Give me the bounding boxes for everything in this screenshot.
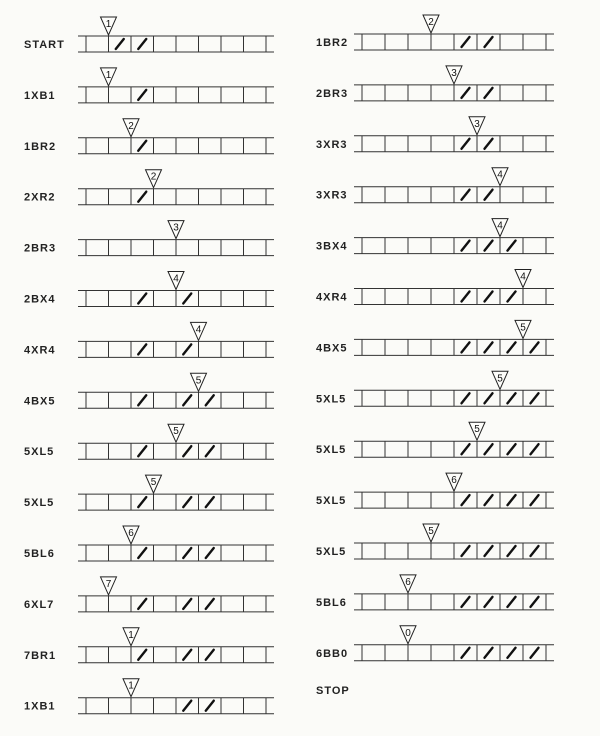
tape-row <box>316 117 554 152</box>
tape-mark <box>485 241 493 251</box>
tape-mark <box>485 393 493 403</box>
tape-mark <box>462 495 470 505</box>
step-label: 2BR3 <box>316 87 349 100</box>
tape-mark <box>485 342 493 352</box>
step-label: 3BX4 <box>316 240 348 253</box>
tape-mark <box>183 294 191 304</box>
tape-mark <box>462 444 470 454</box>
tape-mark <box>531 495 539 505</box>
tape-mark <box>462 597 470 607</box>
tape-mark <box>183 650 191 660</box>
tape-row <box>24 221 274 256</box>
step-label: 1BR2 <box>24 140 57 153</box>
tape-row <box>24 475 274 510</box>
stop-label: STOP <box>316 685 350 697</box>
tape-row <box>316 219 554 254</box>
step-label: 4BX5 <box>316 342 348 355</box>
tape-mark <box>206 650 214 660</box>
tape-row <box>316 371 554 406</box>
tape-mark <box>485 88 493 98</box>
head-state-number: 5 <box>150 477 157 489</box>
tape-mark <box>508 342 516 352</box>
tape-mark <box>183 548 191 558</box>
tape-mark <box>508 241 516 251</box>
tape-row <box>24 322 274 357</box>
tape-mark <box>206 446 214 456</box>
tape-mark <box>462 546 470 556</box>
head-state-number: 4 <box>497 169 503 181</box>
tape-row <box>24 373 274 408</box>
head-state-number: 6 <box>451 475 457 487</box>
tape-row <box>24 424 274 459</box>
tape-mark <box>531 393 539 403</box>
tape-mark <box>462 342 470 352</box>
head-state-number: 5 <box>474 424 480 436</box>
tape-mark <box>206 395 214 405</box>
head-state-number: 2 <box>150 171 157 183</box>
tape-row <box>24 17 274 52</box>
tape-mark <box>116 39 124 49</box>
tape-mark <box>206 599 214 609</box>
head-state-number: 1 <box>128 680 134 692</box>
tape-row <box>316 15 554 50</box>
tape-row <box>316 270 554 305</box>
step-label: 5XL5 <box>316 546 347 558</box>
tape-mark <box>531 444 539 454</box>
head-state-number: 2 <box>128 120 134 132</box>
step-label: 6XL7 <box>24 598 55 611</box>
tape-mark <box>138 294 146 304</box>
tape-mark <box>485 292 493 302</box>
step-label: 1XB1 <box>24 89 56 102</box>
tape-mark <box>138 90 146 100</box>
head-state-number: 1 <box>105 69 112 81</box>
tape-mark <box>485 648 493 658</box>
tape-mark <box>206 548 214 558</box>
tape-mark <box>508 444 516 454</box>
step-label: 7BR1 <box>24 649 57 662</box>
head-state-number: 5 <box>173 426 179 438</box>
head-state-number: 5 <box>195 375 202 387</box>
tape-mark <box>508 648 516 658</box>
tape-mark <box>531 597 539 607</box>
tape-mark <box>485 546 493 556</box>
tape-row <box>316 473 554 508</box>
tape-mark <box>183 344 191 354</box>
step-label: 3XR3 <box>316 189 348 202</box>
step-label: 2BX4 <box>24 293 56 306</box>
step-label: 6BB0 <box>316 647 349 660</box>
head-state-number: 6 <box>128 528 134 539</box>
tape-mark <box>462 292 470 302</box>
head-state-number: 3 <box>474 118 480 130</box>
head-state-number: 3 <box>451 67 457 79</box>
step-label: 3XR3 <box>316 138 348 151</box>
tape-mark <box>508 546 516 556</box>
tape-mark <box>462 393 470 403</box>
tape-mark <box>206 701 214 711</box>
tape-mark <box>508 393 516 403</box>
tape-row <box>316 626 554 661</box>
tape-mark <box>485 495 493 505</box>
tape-row <box>24 68 274 103</box>
step-label: 5XL5 <box>316 444 347 457</box>
head-state-number: 5 <box>520 322 526 334</box>
tape-mark <box>531 648 539 658</box>
tape-row <box>24 577 274 612</box>
head-state-number: 3 <box>173 222 179 234</box>
tape-mark <box>485 597 493 607</box>
tape-row <box>316 575 554 610</box>
head-state-number: 2 <box>428 17 434 28</box>
tape-mark <box>485 139 493 149</box>
tape-row <box>24 679 274 714</box>
step-label: 5XL5 <box>316 495 347 508</box>
tape-mark <box>138 192 146 202</box>
tape-row <box>24 272 274 307</box>
tape-row <box>24 119 274 154</box>
step-label: 4XR4 <box>24 344 56 357</box>
step-label: 4BX5 <box>24 395 56 408</box>
step-label: 1BR2 <box>316 37 349 49</box>
head-state-number: 0 <box>405 627 411 639</box>
tape-mark <box>485 37 493 47</box>
head-state-number: 5 <box>428 526 434 537</box>
tape-row <box>24 628 274 663</box>
tape-mark <box>508 597 516 607</box>
tape-row <box>316 168 554 203</box>
tape-mark <box>462 88 470 98</box>
head-state-number: 4 <box>195 324 202 336</box>
head-state-number: 4 <box>173 273 179 285</box>
tape-mark <box>138 599 146 609</box>
head-state-number: 6 <box>405 576 411 588</box>
head-state-number: 1 <box>105 19 112 30</box>
tape-mark <box>138 141 146 151</box>
tape-row <box>316 524 554 559</box>
tape-mark <box>183 497 191 507</box>
step-label: 5BL6 <box>24 548 55 560</box>
tape-mark <box>183 446 191 456</box>
tape-row <box>24 170 274 205</box>
tape-mark <box>462 648 470 658</box>
tape-mark <box>183 701 191 711</box>
step-label: 2BR3 <box>24 242 57 255</box>
step-label: 4XR4 <box>316 291 348 304</box>
tape-mark <box>462 241 470 251</box>
tape-row <box>316 66 554 101</box>
tape-row <box>24 526 274 561</box>
tape-mark <box>531 546 539 556</box>
step-label: 5XL5 <box>24 446 55 459</box>
step-label: 2XR2 <box>24 191 56 204</box>
tape-mark <box>138 344 146 354</box>
tape-row <box>316 422 554 457</box>
tape-mark <box>462 139 470 149</box>
head-state-number: 7 <box>105 578 112 590</box>
tape-mark <box>508 292 516 302</box>
head-state-number: 4 <box>497 220 503 232</box>
head-state-number: 5 <box>497 373 503 385</box>
tape-mark <box>183 599 191 609</box>
tape-mark <box>138 650 146 660</box>
step-label: 5BL6 <box>316 596 347 609</box>
tape-mark <box>462 190 470 200</box>
tape-mark <box>138 395 146 405</box>
step-label: 5XL5 <box>316 393 347 406</box>
step-label: 5XL5 <box>24 497 55 510</box>
tape-mark <box>485 444 493 454</box>
step-label: START <box>24 39 65 51</box>
tape-mark <box>462 37 470 47</box>
head-state-number: 4 <box>520 271 526 283</box>
tape-mark <box>206 497 214 507</box>
tape-mark <box>138 446 146 456</box>
tape-mark <box>485 190 493 200</box>
tape-mark <box>531 342 539 352</box>
step-label: 1XB1 <box>24 700 56 713</box>
tape-mark <box>138 548 146 558</box>
tape-row <box>316 320 554 355</box>
head-state-number: 1 <box>128 629 134 641</box>
tape-mark <box>183 395 191 405</box>
tape-mark <box>138 39 146 49</box>
tape-mark <box>508 495 516 505</box>
tape-mark <box>138 497 146 507</box>
